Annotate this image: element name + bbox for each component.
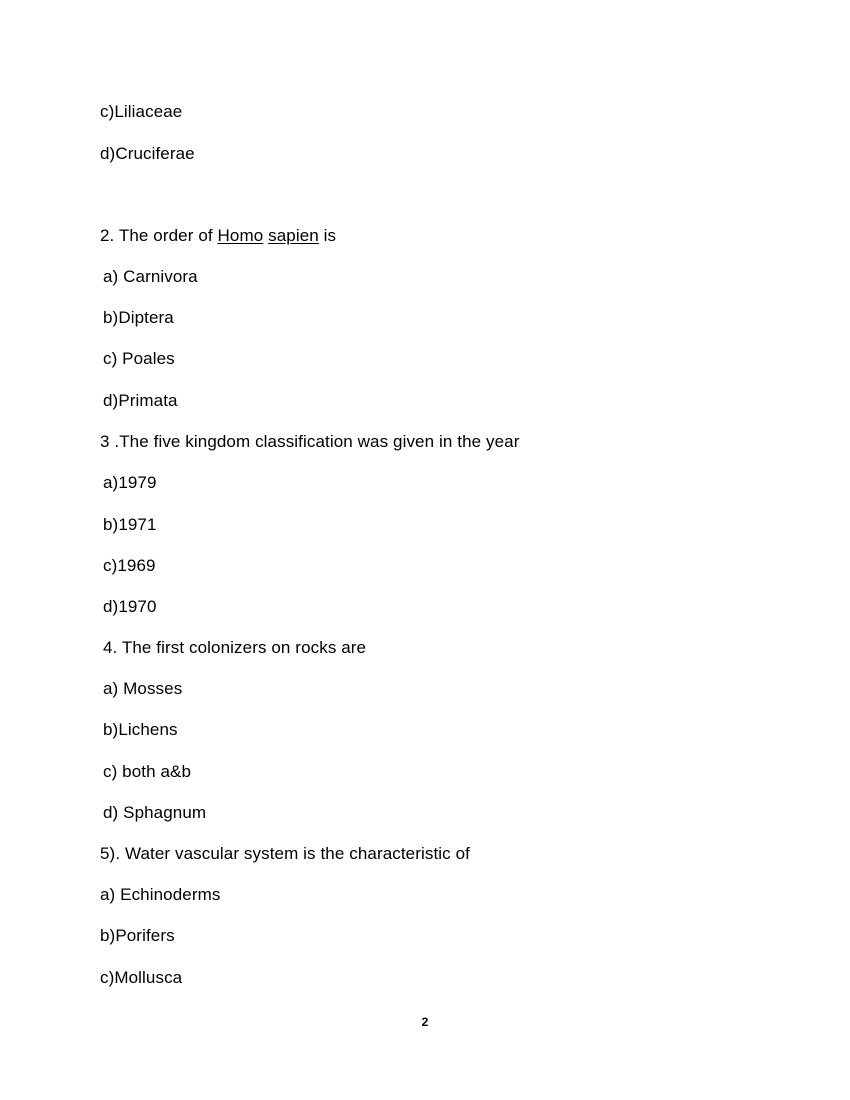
option-text: c) Poales <box>103 349 175 368</box>
option-text: d)1970 <box>103 597 157 616</box>
question-2-word-homo: Homo <box>217 226 264 245</box>
option-text: a) Carnivora <box>103 267 198 286</box>
option-text: c)1969 <box>103 556 156 575</box>
option-text: b)1971 <box>103 515 157 534</box>
option-text: a) Echinoderms <box>100 885 221 904</box>
option-text: d)Primata <box>103 391 178 410</box>
question-2-text <box>100 225 336 247</box>
option-text: a) Mosses <box>103 679 183 698</box>
question-2-word-sapien: sapien <box>268 226 319 245</box>
option-text: d) Sphagnum <box>103 803 207 822</box>
option-text: b)Lichens <box>103 720 178 739</box>
page-number: 2 <box>421 1015 429 1029</box>
question-5-text: 5). Water vascular system is the characteristic of <box>100 844 470 863</box>
option-text: b)Diptera <box>103 308 174 327</box>
question-3-text: 3 .The five kingdom classification was given in the year <box>100 432 520 451</box>
question-4-text: 4. The first colonizers on rocks are <box>103 638 367 657</box>
question-2-suffix: is <box>318 226 337 245</box>
option-text: c)Mollusca <box>100 968 183 987</box>
question-2-prefix: 2. The order of <box>100 226 218 245</box>
option-text: c)Liliaceae <box>100 102 183 121</box>
option-text: a)1979 <box>103 473 157 492</box>
option-text: d)Cruciferae <box>100 144 195 163</box>
option-text: b)Porifers <box>100 926 175 945</box>
option-text: c) both a&b <box>103 762 192 781</box>
